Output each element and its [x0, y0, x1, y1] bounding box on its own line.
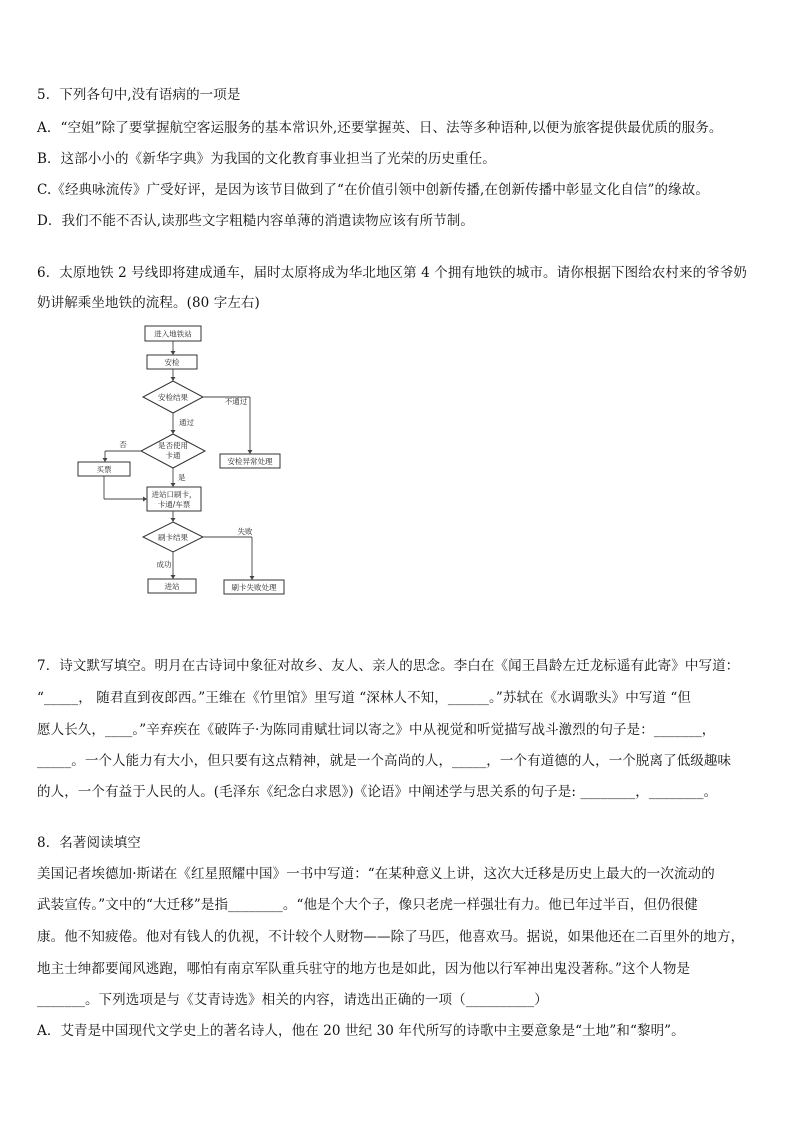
q7-line-1: 7．诗文默写填空。明月在古诗词中象征对故乡、友人、亲人的思念。李白在《闻王昌龄左迁龙标遥有此寄》中写道：	[37, 658, 740, 674]
flow-yes-label: 是	[178, 473, 186, 482]
flow-enter-station-label: 进站	[164, 582, 180, 591]
q5-option-c: C.《经典咏流传》广受好评，是因为该节目做到了“在价值引领中创新传播,在创新传播中彰显文化自信”的缘故。	[37, 182, 709, 198]
flow-success-label: 成功	[156, 560, 172, 569]
q8-title: 8．名著阅读填空	[37, 835, 141, 851]
q8-line-5: _______。下列选项是与《艾青诗选》相关的内容，请选出正确的一项（__________）	[37, 992, 548, 1008]
flow-gate-label-1: 进站口刷卡，	[151, 490, 197, 499]
flow-no-label: 否	[119, 440, 127, 449]
q8-line-4: 地主士绅都要闻风逃跑，哪怕有南京军队重兵驻守的地方也是如此，因为他以行军神出鬼没著称。”这个人物是	[37, 961, 691, 977]
q7-line-5: 的人，一个有益于人民的人。(毛泽东《纪念白求恩》)《论语》中阐述学与思关系的句子是: ________，________。	[37, 784, 718, 800]
q5-title: 5．下列各句中,没有语病的一项是	[37, 87, 241, 103]
flow-sec-abnormal-label: 安检异常处理	[227, 457, 273, 466]
q7-line-2: “_____， 随君直到夜郎西。”王维在《竹里馆》里写道 “深林人不知，______。”苏轼在《水调歌头》中写道 “但	[37, 690, 692, 706]
flow-sec-result-label: 安检结果	[158, 393, 188, 402]
q8-line-1: 美国记者埃德加·斯诺在《红星照耀中国》一书中写道：“在某种意义上讲，这次大迁移是历史上最大的一次流动的	[37, 866, 715, 882]
flow-gate-label-2: 卡通/车票	[157, 500, 191, 509]
q8-line-3: 康。他不知疲倦。他对有钱人的仇视，不计较个人财物——除了马匹，他喜欢马。据说，如果他还在二百里外的地方，	[37, 929, 745, 945]
q6-line-2: 奶讲解乘坐地铁的流程。(80 字左右)	[37, 295, 260, 311]
flow-swipe-fail-label: 刷卡失败处理	[231, 583, 277, 592]
flow-use-card-label-1: 是否使用	[158, 441, 188, 450]
flow-swipe-result-label: 刷卡结果	[158, 533, 188, 542]
q6-line-1: 6．太原地铁 2 号线即将建成通车，届时太原将成为华北地区第 4 个拥有地铁的城市。请你根据下图给农村来的爷爷奶	[37, 265, 748, 281]
flow-pass-label: 通过	[179, 418, 194, 427]
flow-not-pass-label: 不通过	[224, 397, 248, 406]
q5-option-d: D．我们不能不否认,读那些文字粗糙内容单薄的消遣读物应该有所节制。	[37, 213, 474, 229]
flow-fail-label: 失败	[237, 527, 253, 536]
q7-line-4: _____。一个人能力有大小，但只要有这点精神，就是一个高尚的人，_____，一个有道德的人，一个脱离了低级趣味	[37, 753, 732, 769]
flow-security-label: 安检	[164, 358, 180, 367]
flow-buy-ticket-label: 买票	[96, 465, 112, 474]
subway-flowchart	[60, 318, 300, 608]
q5-option-b: B．这部小小的《新华字典》为我国的文化教育事业担当了光荣的历史重任。	[37, 151, 496, 167]
q5-option-a: A．“空姐”除了要掌握航空客运服务的基本常识外,还要掌握英、日、法等多种语种,以便为旅客提供最优质的服务。	[37, 120, 723, 136]
q7-line-3: 愿人长久，____。”辛弃疾在《破阵子·为陈同甫赋壮词以寄之》中从视觉和听觉描写战斗激烈的句子是：_______，	[37, 722, 716, 738]
flow-use-card-label-2: 卡通	[165, 451, 181, 460]
q8-line-2: 武装宣传。”文中的“大迁移”是指________。“他是个大个子，像只老虎一样强壮有力。他已年过半百，但仍很健	[37, 897, 698, 913]
flow-enter-label: 进入地铁站	[154, 329, 192, 339]
q8-line-6: A．艾青是中国现代文学史上的著名诗人，他在 20 世纪 30 年代所写的诗歌中主要意象是“土地”和“黎明”。	[37, 1023, 685, 1039]
